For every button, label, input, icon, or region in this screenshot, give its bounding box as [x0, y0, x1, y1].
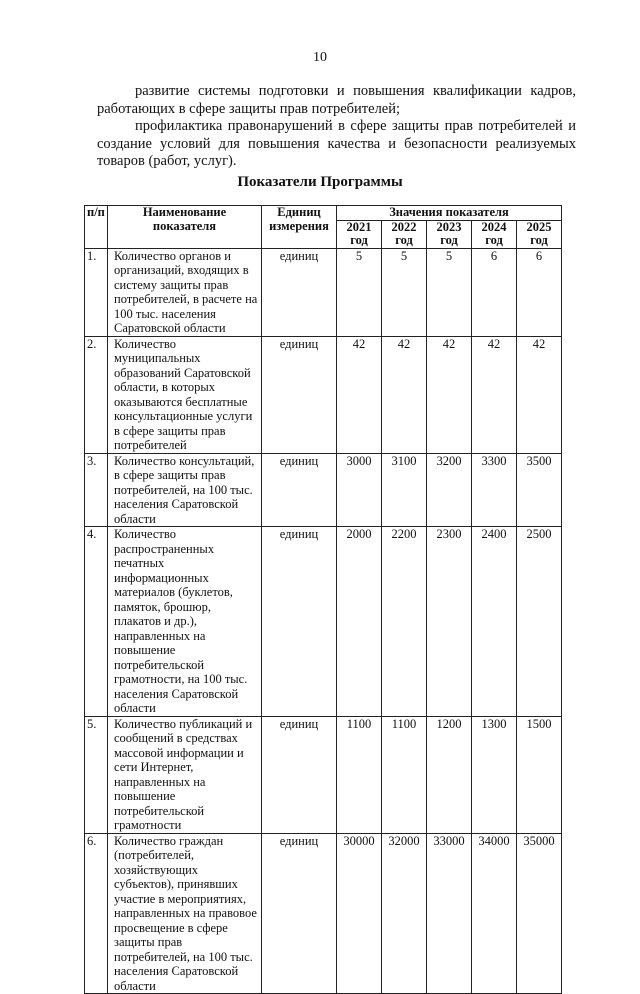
section-title: Показатели Программы — [237, 174, 403, 190]
paragraph-1-text: развитие системы подготовки и повышения квалификации кадров, работающих в сфере защиты прав потребителей; — [97, 83, 576, 117]
value-2021: 5 — [337, 248, 382, 336]
value-2024: 3300 — [472, 453, 517, 527]
table-row — [85, 716, 562, 833]
page-number: 10 — [313, 50, 327, 65]
value-2025: 6 — [517, 248, 562, 336]
unit: единиц — [262, 336, 337, 453]
value-2023: 5 — [427, 248, 472, 336]
value-2024: 34000 — [472, 833, 517, 994]
header-year: 2022 год — [382, 220, 427, 248]
value-2023: 3200 — [427, 453, 472, 527]
indicator-name: Количество распространенных печатных информационных материалов (буклетов, памяток, брошюр, плакатов и др.), направленных на повышение потребительской грамотности, на 100 тыс. населения Саратовской области — [108, 527, 262, 717]
value-2021: 2000 — [337, 527, 382, 717]
value-2023: 42 — [427, 336, 472, 453]
indicator-name: Количество граждан (потребителей, хозяйствующих субъектов), принявших участие в мероприятиях, направленных на правовое просвещение в сфере защиты прав потребителей, на 100 тыс. населения Саратовской области — [108, 833, 262, 994]
paragraph-2 — [97, 118, 576, 171]
row-number: 6. — [85, 833, 108, 994]
value-2021: 30000 — [337, 833, 382, 994]
value-2025: 2500 — [517, 527, 562, 717]
value-2021: 42 — [337, 336, 382, 453]
row-number: 3. — [85, 453, 108, 527]
value-2024: 2400 — [472, 527, 517, 717]
table-row — [85, 833, 562, 994]
value-2021: 1100 — [337, 716, 382, 833]
value-2022: 42 — [382, 336, 427, 453]
indicator-name: Количество консультаций, в сфере защиты прав потребителей, на 100 тыс. населения Саратовской области — [108, 453, 262, 527]
value-2022: 32000 — [382, 833, 427, 994]
indicator-name: Количество муниципальных образований Саратовской области, в которых оказываются бесплатные консультационные услуги в сфере защиты прав потребителей — [108, 336, 262, 453]
value-2024: 42 — [472, 336, 517, 453]
row-number: 1. — [85, 248, 108, 336]
table-header-row — [85, 206, 562, 221]
value-2025: 35000 — [517, 833, 562, 994]
paragraph-1 — [97, 83, 576, 118]
unit: единиц — [262, 453, 337, 527]
header-name: Наименование показателя — [108, 206, 262, 249]
value-2025: 3500 — [517, 453, 562, 527]
unit: единиц — [262, 248, 337, 336]
table-row — [85, 248, 562, 336]
header-values: Значения показателя — [337, 206, 562, 221]
header-year: 2023 год — [427, 220, 472, 248]
value-2021: 3000 — [337, 453, 382, 527]
value-2022: 5 — [382, 248, 427, 336]
header-year: 2025 год — [517, 220, 562, 248]
value-2022: 2200 — [382, 527, 427, 717]
value-2023: 33000 — [427, 833, 472, 994]
row-number: 2. — [85, 336, 108, 453]
header-year: 2021 год — [337, 220, 382, 248]
table-row — [85, 453, 562, 527]
value-2023: 1200 — [427, 716, 472, 833]
value-2025: 1500 — [517, 716, 562, 833]
value-2023: 2300 — [427, 527, 472, 717]
value-2022: 3100 — [382, 453, 427, 527]
paragraph-2-text: профилактика правонарушений в сфере защиты прав потребителей и создание условий для повышения качества и безопасности реализуемых товаров (работ, услуг). — [97, 118, 576, 169]
indicators-table — [84, 205, 562, 994]
unit: единиц — [262, 527, 337, 717]
table-row — [85, 336, 562, 453]
header-year: 2024 год — [472, 220, 517, 248]
row-number: 4. — [85, 527, 108, 717]
unit: единиц — [262, 833, 337, 994]
row-number: 5. — [85, 716, 108, 833]
indicator-name: Количество органов и организаций, входящих в систему защиты прав потребителей, в расчете на 100 тыс. населения Саратовской области — [108, 248, 262, 336]
indicator-name: Количество публикаций и сообщений в средствах массовой информации и сети Интернет, направленных на повышение потребительской грамотности — [108, 716, 262, 833]
header-unit: Единиц измерения — [262, 206, 337, 249]
unit: единиц — [262, 716, 337, 833]
table-row — [85, 527, 562, 717]
header-num: п/п — [85, 206, 108, 249]
value-2024: 6 — [472, 248, 517, 336]
value-2025: 42 — [517, 336, 562, 453]
value-2024: 1300 — [472, 716, 517, 833]
value-2022: 1100 — [382, 716, 427, 833]
